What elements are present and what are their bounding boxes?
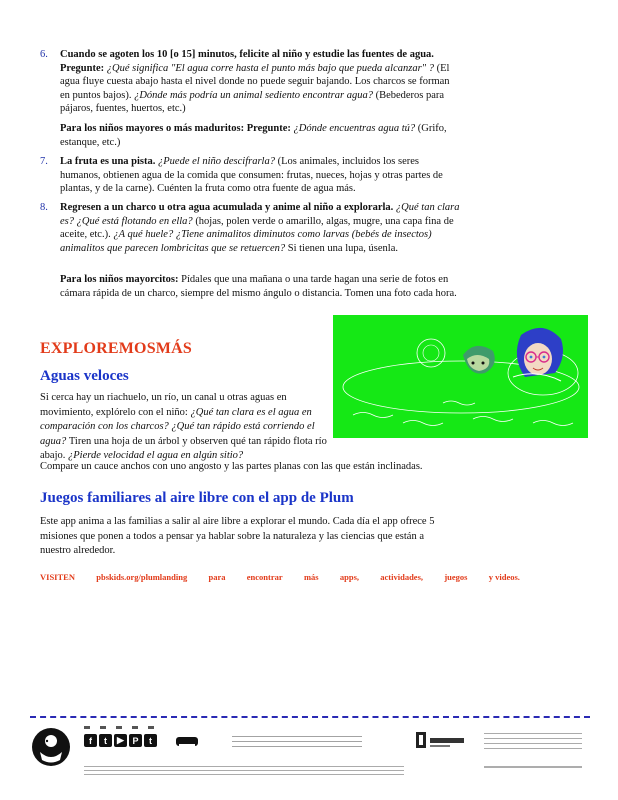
item-text: (hojas, polen verde o amarillo, algas, mugre, una capa fina de aceite, etc.). <box>60 215 454 240</box>
aguas-veloces-text <box>40 391 330 464</box>
plum-app-text: Este app anima a las familias a salir al aire libre a explorar el mundo. Cada día el app ofrece 5 misiones que ponen a todos a pensar ya hablar sobre la naturaleza y las ciencias que están a nuestro alrededor. <box>40 516 435 557</box>
older-kids-label: Para los niños mayorcitos: <box>60 274 182 285</box>
footer-divider <box>30 716 590 718</box>
item-number: 7. <box>40 156 48 167</box>
visit-word: encontrar <box>246 572 283 582</box>
item-lead: Regresen a un charco u otra agua acumulada y anime al niño a explorarla. <box>60 202 396 213</box>
pinterest-icon[interactable]: P <box>129 734 142 747</box>
visit-word: juegos <box>444 572 468 582</box>
visit-word: más <box>303 572 319 582</box>
item-number: 6. <box>40 49 48 60</box>
aguas-veloces-title: Aguas veloces <box>40 368 129 384</box>
fine-print <box>232 736 362 750</box>
paragraph-text: Compare un cauce anchos con uno angosto y las partes planas con las que están inclinadas. <box>40 461 423 472</box>
kendeda-logo-mark <box>416 730 468 752</box>
pbs-kids-logo-icon <box>30 726 72 768</box>
visit-line <box>40 572 520 582</box>
visit-word: apps, <box>339 572 359 582</box>
pbs-kids-logo <box>30 726 72 768</box>
older-kids-note <box>60 122 460 150</box>
list-item-7 <box>40 155 460 196</box>
social-icons <box>84 734 157 747</box>
plum-landing-link[interactable]: pbskids.org/plumlanding <box>96 572 188 582</box>
fine-print <box>84 726 164 729</box>
item-lead: La fruta es una pista. <box>60 156 159 167</box>
wgbh-logo-mark <box>176 741 198 750</box>
fine-print <box>484 733 582 751</box>
facebook-icon[interactable]: f <box>84 734 97 747</box>
item-text: Si tienen una lupa, úsenla. <box>287 242 398 254</box>
paragraph-question: ¿Pierde velocidad el agua en algún sitio? <box>68 450 244 462</box>
item-text: (El agua fluye cuesta abajo hasta el nivel donde no puede seguir bajando. Los charcos se forman en puntos bajos). <box>60 62 450 101</box>
item-question: ¿Dónde más podría un animal sediento encontrar agua? <box>134 89 376 101</box>
fine-print <box>84 766 404 778</box>
item-question: ¿A qué huele? ¿Tiene animalitos diminutos como larvas (bebés de insectos) animalitos que parecen lombricitas que se retuercen? <box>60 229 432 254</box>
kids-swimming-illustration <box>333 315 588 438</box>
list-item-6 <box>40 48 460 116</box>
visit-word: y videos. <box>488 572 520 582</box>
visit-word: para <box>208 572 226 582</box>
illustration-drawing <box>333 315 588 438</box>
visit-word: VISITEN <box>40 572 75 582</box>
older-kids-text: (Grifo, estanque, etc.) <box>60 123 447 148</box>
older-kids-label: Para los niños mayores o más maduritos: Pregunte: <box>60 123 294 134</box>
youtube-icon[interactable]: ▶ <box>114 734 127 747</box>
older-kids-note <box>60 273 460 301</box>
wgbh-logo <box>176 737 198 746</box>
older-kids-text: Pídales que una mañana o una tarde hagan una serie de fotos en cámara rápida de un charco, siempre del mismo ángulo o distancia. Tomen una foto cada hora. <box>60 274 457 299</box>
item-number: 8. <box>40 202 48 213</box>
item-question: ¿Qué tan clara es? ¿Qué está flotando en ella? <box>60 202 460 227</box>
twitter-icon[interactable]: t <box>99 734 112 747</box>
kendeda-logo <box>416 730 468 752</box>
visit-word: actividades, <box>380 572 424 582</box>
plum-app-title: Juegos familiares al aire libre con el app de Plum <box>40 490 354 506</box>
older-kids-question: ¿Dónde encuentras agua tú? <box>293 123 418 134</box>
paragraph-text: Si cerca hay un riachuelo, un río, un canal u otras aguas en movimiento, explórelo con el niño: <box>40 392 287 418</box>
tumblr-icon[interactable]: t <box>144 734 157 747</box>
fine-print <box>484 766 582 768</box>
item-lead: Cuando se agoten los 10 [o 15] minutos, felicite al niño y estudie las fuentes de agua. Pregunte: <box>60 49 434 74</box>
paragraph-question: ¿Qué tan clara es el agua en comparación con los charcos? ¿Qué tan rápido está corriendo el agua? <box>40 406 315 447</box>
item-text: (Bebederos para pájaros, fuentes, huertos, etc.) <box>60 89 445 114</box>
paragraph-text: Tiren una hoja de un árbol y observen qué tan rápido flota río abajo. <box>40 435 327 462</box>
item-question: ¿Qué significa "El agua corre hasta el punto más bajo que pueda alcanzar" ? <box>106 62 437 74</box>
item-text: (Los animales, incluidos los seres humanos, obtienen agua de la comida que consumen: frutas, nueces, hojas y otras partes de plantas, y de la carne). Cuénten la fruta como otra fuente de agua más. <box>60 156 443 194</box>
explore-more-heading: EXPLOREMOSMÁS <box>40 340 192 357</box>
aguas-veloces-text-continued <box>40 460 440 475</box>
item-question: ¿Puede el niño descifrarla? <box>158 156 278 167</box>
list-item-8 <box>40 201 460 255</box>
